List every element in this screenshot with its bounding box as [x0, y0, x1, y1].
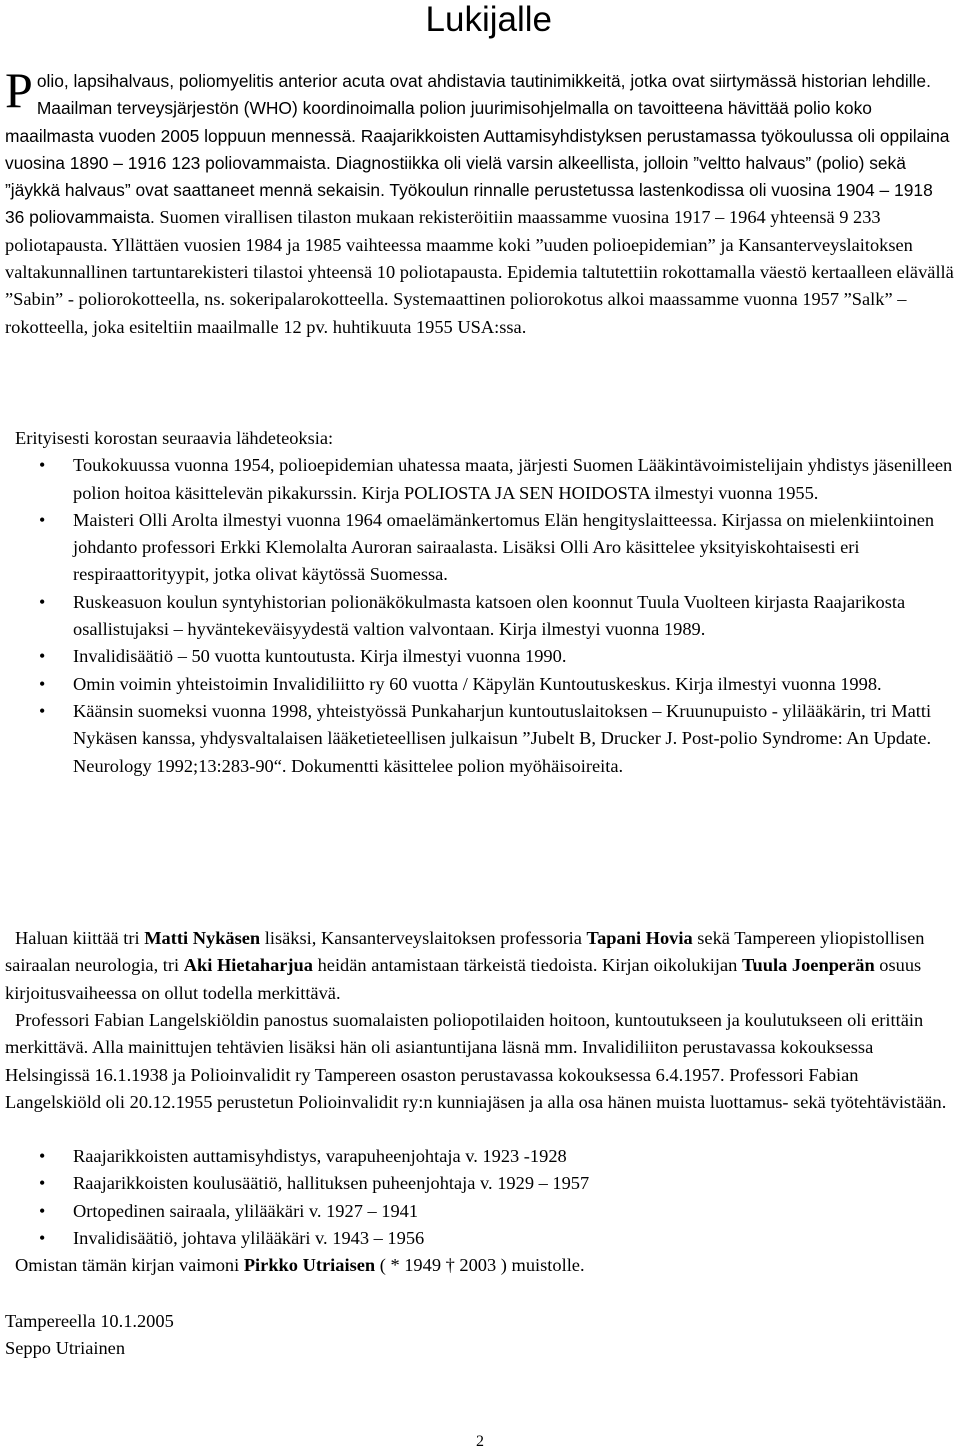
- signature-place-date: Tampereella 10.1.2005: [5, 1311, 174, 1331]
- dedication-name: Pirkko Utriaisen: [243, 1255, 376, 1276]
- list-item: • Raajarikkoisten auttamisyhdistys, varapuheenjohtaja v. 1923 -1928: [5, 1143, 955, 1170]
- list-item: • Maisteri Olli Arolta ilmestyi vuonna 1964 omaelämänkertomus Elän hengityslaitteessa. Kirjassa on mielenkiintoinen johdanto professori Erkki Klemolalta Auroran sairaalasta. Lisäksi Olli Aro käsittelee yksityiskohtaisesti eri respiraattorityypit, jotka olivat käytössä Suomessa.: [5, 507, 955, 589]
- thanks-name: Tuula Joenperän: [741, 955, 875, 976]
- sources-list: [5, 452, 955, 780]
- thanks-text: osuus kirjoitusvaiheessa on ollut todella merkittävä.: [5, 955, 922, 1003]
- roles-list: [5, 1143, 955, 1252]
- list-item: • Omin voimin yhteistoimin Invalidiliitto ry 60 vuotta / Käpylän Kuntoutuskeskus. Kirja ilmestyi vuonna 1998.: [5, 671, 955, 698]
- signature: [5, 1308, 955, 1363]
- thanks-text: Haluan kiittää tri: [15, 928, 145, 948]
- intro-paragraph: [5, 62, 955, 341]
- professor-text: Professori Fabian Langelskiöldin panostus suomalaisten poliopotilaiden hoitoon, kuntoutukseen ja koulutukseen oli erittäin merkittävä. Alla mainittujen tehtävien lisäksi hän oli asiantuntijana läsnä mm. Invalidiliiton perustavassa kokouksessa Helsingissä 16.1.1938 ja Polioinvalidit ry Tampereen osaston perustavassa kokouksessa 6.4.1957. Professori Fabian Langelskiöld oli 20.12.1955 perustetun Polioinvalidit ry:n kunniajäsen ja alla osa hänen muista luottamus- sekä työtehtävistään.: [5, 1010, 947, 1112]
- drop-cap: P: [5, 62, 33, 118]
- dedication-text: Omistan tämän kirjan vaimoni: [15, 1255, 244, 1276]
- page-number: 2: [476, 1433, 484, 1450]
- list-item: • Käänsin suomeksi vuonna 1998, yhteistyössä Punkaharjun kuntoutuslaitoksen – Kruunupuisto - ylilääkärin, tri Matti Nykäsen kanssa, yhdysvaltalaisen lääketieteellisen julkaisun ”Jubelt B, Drucker J. Post-polio Syndrome: An Update. Neurology 1992;13:283-90“. Dokumentti käsittelee polion myöhäisoireita.: [5, 698, 955, 780]
- intro-text-part2: Suomen virallisen tilaston mukaan rekisteröitiin maassamme vuosina 1917 – 1964 yhteensä 9 233 poliotapausta. Yllättäen vuosien 1984 ja 1985 vaihteessa maamme koki ”uuden polioepidemian” ja Kansanterveyslaitoksen valtakunnallinen tartuntarekisteri tilastoi yhteensä 10 poliotapausta. Epidemia taltutettiin rokottamalla väestö kertaalleen elävällä ”Sabin” - poliorokotteella, ns. sokeripalarokotteella. Systemaattinen poliorokotus alkoi maassamme vuonna 1957 ”Salk” – rokotteella, joka esiteltiin maailmalle 12 pv. huhtikuuta 1955 USA:ssa.: [5, 207, 954, 337]
- thanks-name: Aki Hietaharjua: [183, 955, 313, 976]
- intro-text-part1: olio, lapsihalvaus, poliomyelitis anterior acuta ovat ahdistavia tautinimikkeitä, jotka ovat siirtymässä historian lehdille. Maailman terveysjärjestön (WHO) koordinoimalla polion juurimisohjelmalla on tavoitteena hävittää polio koko maailmasta vuoden 2005 loppuun mennessä. Raajarikkoisten Auttamisyhdistyksen perustamassa työkoulussa oli oppilaina vuosina 1890 – 1916 123 poliovammaista. Diagnostiikka oli vielä varsin alkeellista, jolloin ”veltto halvaus” (polio) sekä ”jäykkä halvaus” ovat saattaneet mennä sekaisin. Työkoulun rinnalle perustetussa lastenkodissa oli vuosina 1904 – 1918 36 poliovammaista.: [5, 71, 950, 228]
- thanks-text: sekä Tampereen yliopistollisen sairaalan neurologia, tri: [5, 928, 925, 976]
- professor-paragraph: [5, 1007, 955, 1116]
- list-item: • Raajarikkoisten koulusäätiö, hallituksen puheenjohtaja v. 1929 – 1957: [5, 1170, 955, 1197]
- list-item: • Ruskeasuon koulun syntyhistorian polionäkökulmasta katsoen olen koonnut Tuula Vuolteen kirjasta Raajarikosta osallistujaksi – hyväntekeväisyydestä valtion valvontaan. Kirja ilmestyi vuonna 1989.: [5, 589, 955, 644]
- list-item: • Invalidisäätiö – 50 vuotta kuntoutusta. Kirja ilmestyi vuonna 1990.: [5, 643, 955, 670]
- sources-section: [5, 425, 955, 780]
- roles-section: [5, 1143, 955, 1279]
- thanks-name: Matti Nykäsen: [144, 928, 261, 948]
- signature-author: Seppo Utriainen: [5, 1338, 126, 1359]
- list-item: • Toukokuussa vuonna 1954, polioepidemian uhatessa maata, järjesti Suomen Lääkintävoimistelijain yhdistys jäsenilleen polion hoitoa käsittelevän pikakurssin. Kirja POLIOSTA JA SEN HOIDOSTA ilmestyi vuonna 1955.: [5, 452, 955, 507]
- dedication-text: ( * 1949 † 2003 ) muistolle.: [375, 1255, 585, 1276]
- thanks-paragraph: [5, 925, 955, 1007]
- thanks-text: lisäksi, Kansanterveyslaitoksen professoria: [260, 928, 587, 948]
- thanks-name: Tapani Hovia: [586, 928, 693, 948]
- page-title: Lukijalle: [425, 0, 552, 39]
- list-item: • Ortopedinen sairaala, ylilääkäri v. 1927 – 1941: [5, 1198, 955, 1225]
- list-item: • Invalidisäätiö, johtava ylilääkäri v. 1943 – 1956: [5, 1225, 955, 1252]
- sources-heading: Erityisesti korostan seuraavia lähdeteoksia:: [15, 428, 334, 448]
- thanks-text: heidän antamistaan tärkeistä tiedoista. Kirjan oikolukijan: [312, 955, 742, 976]
- dedication: [5, 1252, 955, 1279]
